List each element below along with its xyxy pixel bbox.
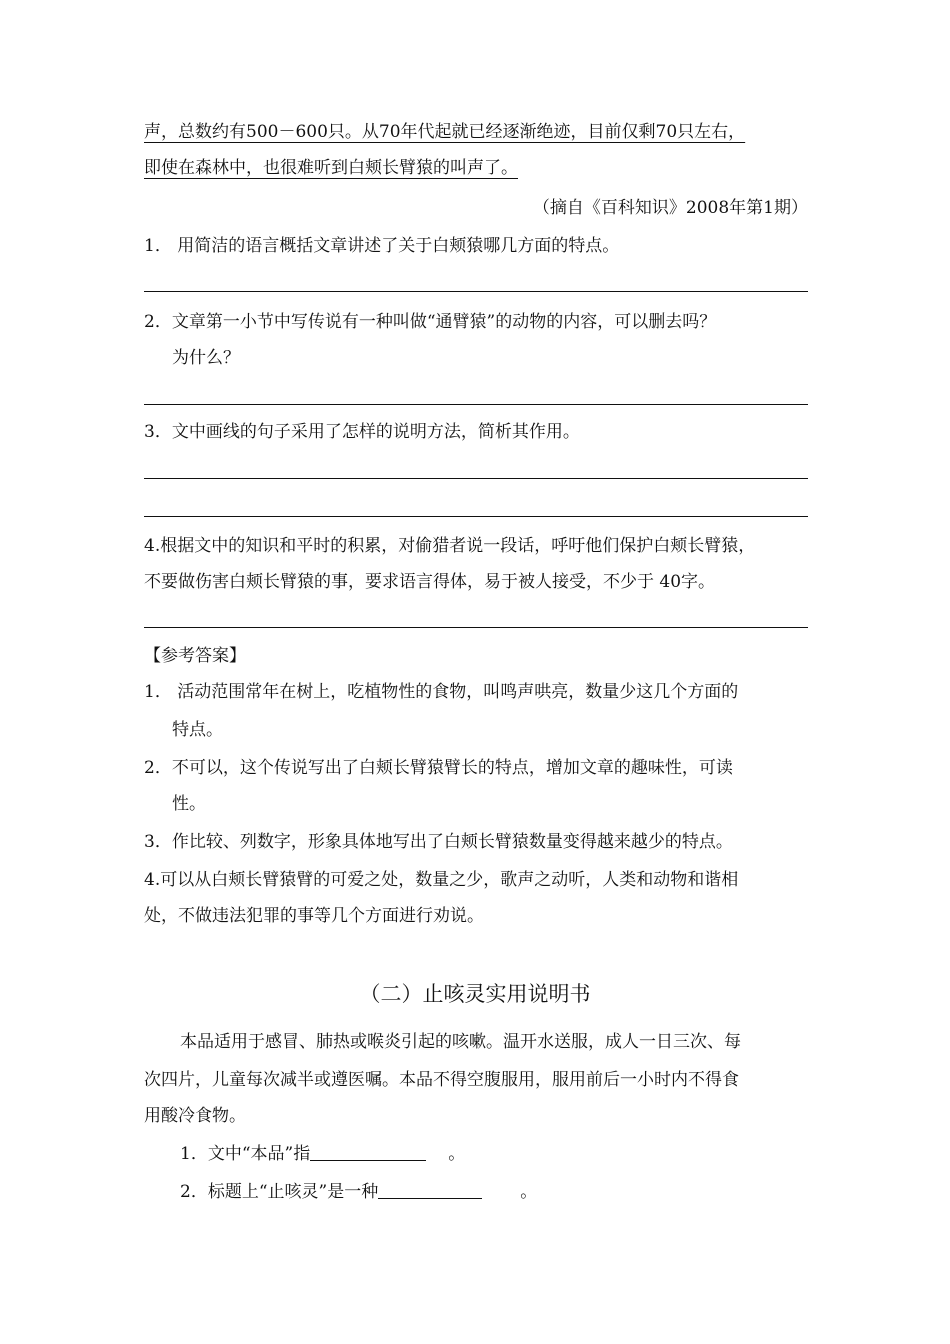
passage-underlined-line-2: 即使在森林中，也很难听到白颊长臂猿的叫声了。 (144, 158, 518, 178)
instructions-paragraph-line-1: 本品适用于感冒、肺热或喉炎引起的咳嗽。温开水送服，成人一日三次、每 (180, 1032, 741, 1052)
question-4-line-1: 4.根据文中的知识和平时的积累，对偷猎者说一段话，呼吁他们保护白颊长臂猿， (144, 536, 756, 556)
answer-4-line-1: 4.可以从白颊长臂猿臂的可爱之处，数量之少，歌声之动听，人类和动物和谐相 (144, 870, 739, 890)
instructions-paragraph-line-3: 用酸冷食物。 (144, 1106, 246, 1126)
fill-in-blank[interactable] (378, 1180, 482, 1199)
question-4-line-2: 不要做伤害白颊长臂猿的事，要求语言得体，易于被人接受，不少于 40字。 (144, 572, 716, 592)
section-2-title: （二）止咳灵实用说明书 (359, 982, 591, 1006)
question-2-line-1: 2．文章第一小节中写传说有一种叫做“通臂猿”的动物的内容，可以删去吗？ (144, 312, 717, 332)
section-2-question-1 (180, 1142, 808, 1166)
answer-line (144, 404, 808, 405)
answer-1-line-1: 1． 活动范围常年在树上，吃植物性的食物，叫鸣声哄亮，数量少这几个方面的 (144, 682, 739, 702)
answer-line (144, 478, 808, 479)
answer-2-line-1: 2．不可以，这个传说写出了白颊长臂猿臂长的特点，增加文章的趣味性，可读 (144, 758, 733, 778)
question-3: 3．文中画线的句子采用了怎样的说明方法，简析其作用。 (144, 422, 580, 442)
answer-line (144, 516, 808, 517)
question-prefix: 1．文中“本品”指 (180, 1144, 311, 1164)
answer-line (144, 291, 808, 292)
answer-line (144, 627, 808, 628)
section-2-question-2 (180, 1180, 808, 1204)
answers-header: 【参考答案】 (144, 646, 246, 666)
instructions-paragraph-line-2: 次四片，儿童每次减半或遵医嘱。本品不得空腹服用，服用前后一小时内不得食 (144, 1070, 739, 1090)
question-suffix: 。 (520, 1182, 538, 1202)
answer-2-line-2: 性。 (172, 794, 206, 814)
fill-in-blank[interactable] (310, 1142, 426, 1161)
answer-4-line-2: 处，不做违法犯罪的事等几个方面进行劝说。 (144, 906, 484, 926)
answer-3: 3．作比较、列数字，形象具体地写出了白颊长臂猿数量变得越来越少的特点。 (144, 832, 733, 852)
answer-1-line-2: 特点。 (172, 720, 223, 740)
question-prefix: 2．标题上“止咳灵”是一种 (180, 1182, 379, 1202)
passage-underlined-line-1: 声，总数约有500－600只。从70年代起就已经逐渐绝迹，目前仅剩70只左右， (144, 122, 746, 142)
question-suffix: 。 (448, 1144, 466, 1164)
question-1: 1． 用简洁的语言概括文章讲述了关于白颊猿哪几方面的特点。 (144, 236, 620, 256)
passage-source: （摘自《百科知识》2008年第1期） (532, 198, 808, 218)
question-2-line-2: 为什么？ (172, 348, 240, 368)
